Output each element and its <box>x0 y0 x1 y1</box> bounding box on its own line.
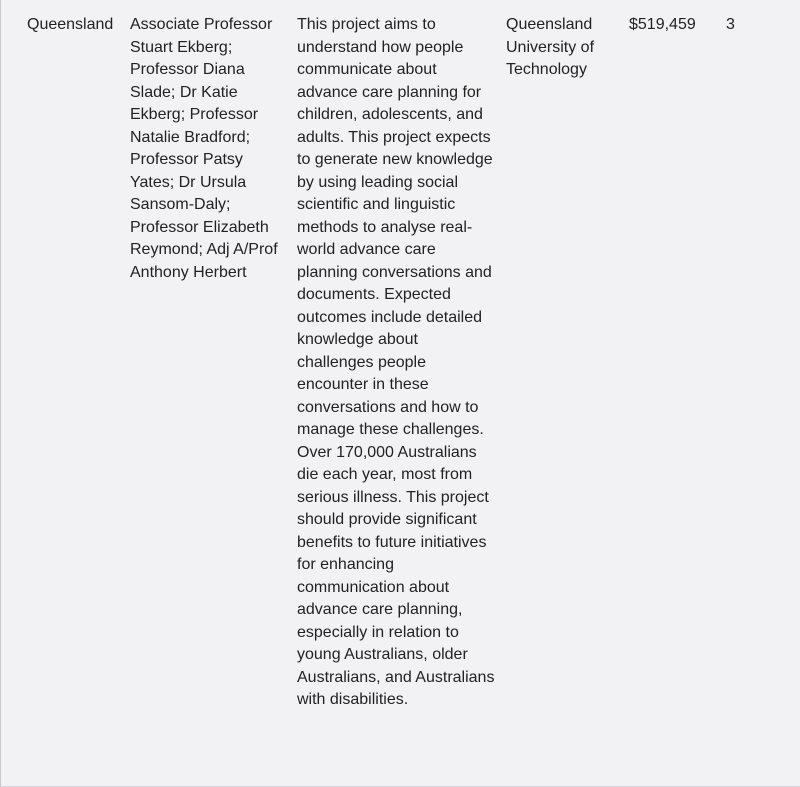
state-cell: Queensland <box>27 16 114 33</box>
years-cell: 3 <box>726 16 735 33</box>
project-summary-cell: This project aims to understand how people communicate about advance care planning for children, adolescents, and adults. This project expects to generate new knowledge by using leading social scientific and linguistic methods to analyse real-world advance care planning conversations and documents. Expected outcomes include detailed knowledge about challenges people encounter in these conversations and how to manage these challenges. Over 170,000 Australians die each year, most from serious illness. This project should provide significant benefits to future initiatives for enhancing communication about advance care planning, especially in relation to young Australians, older Australians, and Australians with disabilities. <box>297 16 495 708</box>
organisation-cell: Queensland University of Technology <box>506 16 595 78</box>
investigators-cell: Associate Professor Stuart Ekberg; Professor Diana Slade; Dr Katie Ekberg; Professor Natalie Bradford; Professor Patsy Yates; Dr Ursula Sansom-Daly; Professor Elizabeth Reymond; Adj A/Prof Anthony Herbert <box>130 16 278 281</box>
funding-cell: $519,459 <box>629 16 696 33</box>
